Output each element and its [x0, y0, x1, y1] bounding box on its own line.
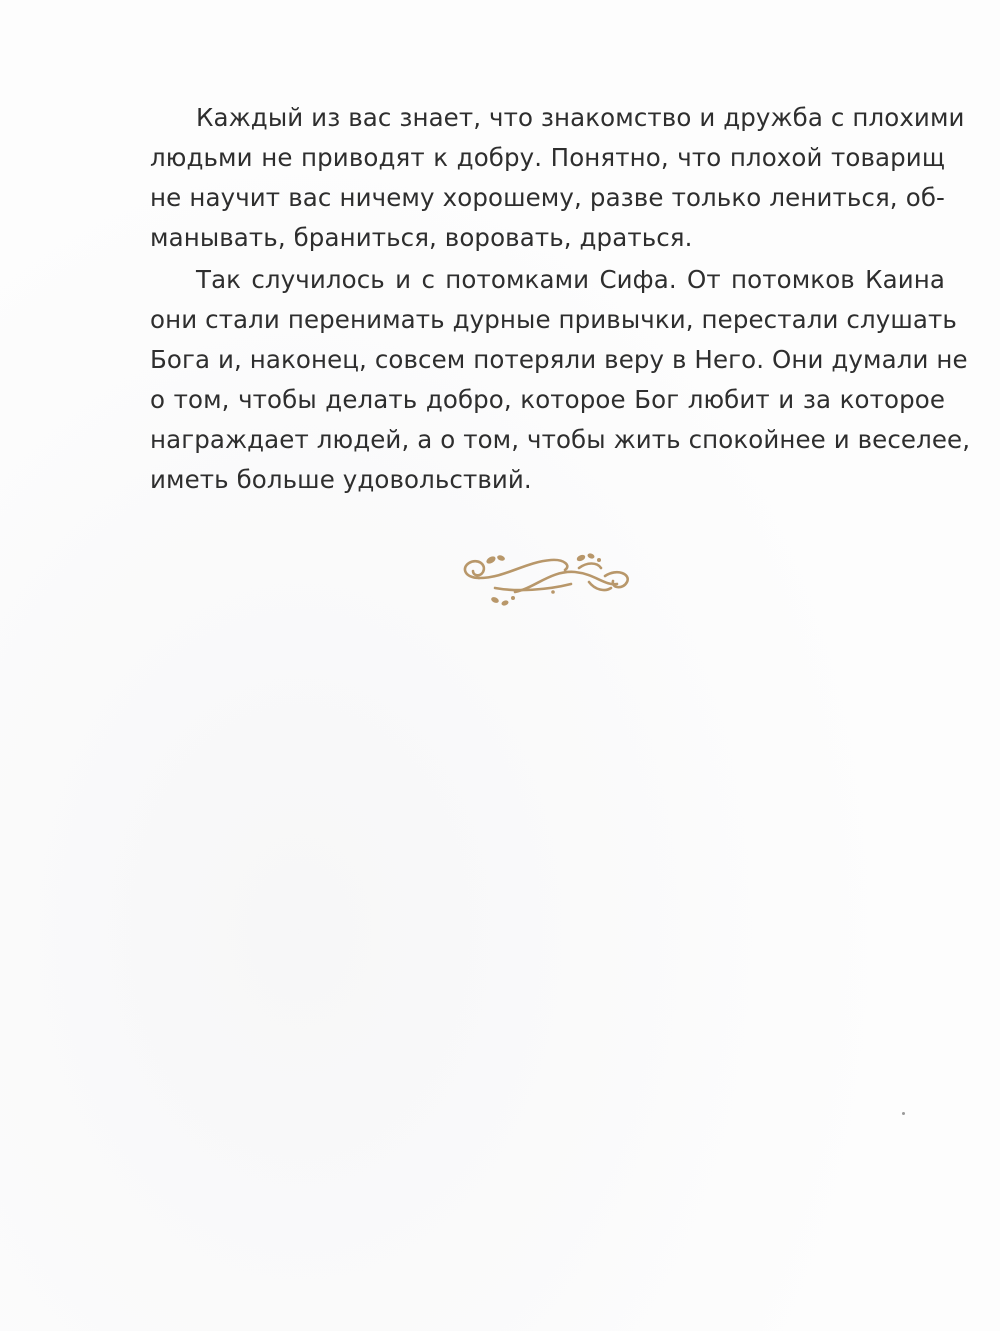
text-line: Так случилось и с потомками Сифа. От потомков Каина — [196, 265, 945, 294]
paragraph-2 — [150, 260, 971, 500]
text-line: иметь больше удовольствий. — [150, 465, 532, 494]
paragraph-1 — [150, 98, 965, 258]
text-line: награждает людей, а о том, чтобы жить спокойнее и веселее, — [150, 425, 971, 454]
text-line: манывать, браниться, воровать, драться. — [150, 223, 693, 252]
paper-speck — [902, 1112, 905, 1115]
text-line: о том, чтобы делать добро, которое Бог любит и за которое — [150, 385, 945, 414]
text-line: людьми не приводят к добру. Понятно, что плохой товарищ — [150, 143, 945, 172]
text-line: не научит вас ничему хорошему, разве только лениться, об- — [150, 183, 945, 212]
text-line: Каждый из вас знает, что знакомство и дружба с плохими — [196, 103, 965, 132]
text-line: они стали перенимать дурные привычки, перестали слушать — [150, 305, 957, 334]
page-text — [150, 98, 971, 502]
flourish-divider-icon — [455, 548, 633, 610]
text-line: Бога и, наконец, совсем потеряли веру в Него. Они думали не — [150, 345, 968, 374]
